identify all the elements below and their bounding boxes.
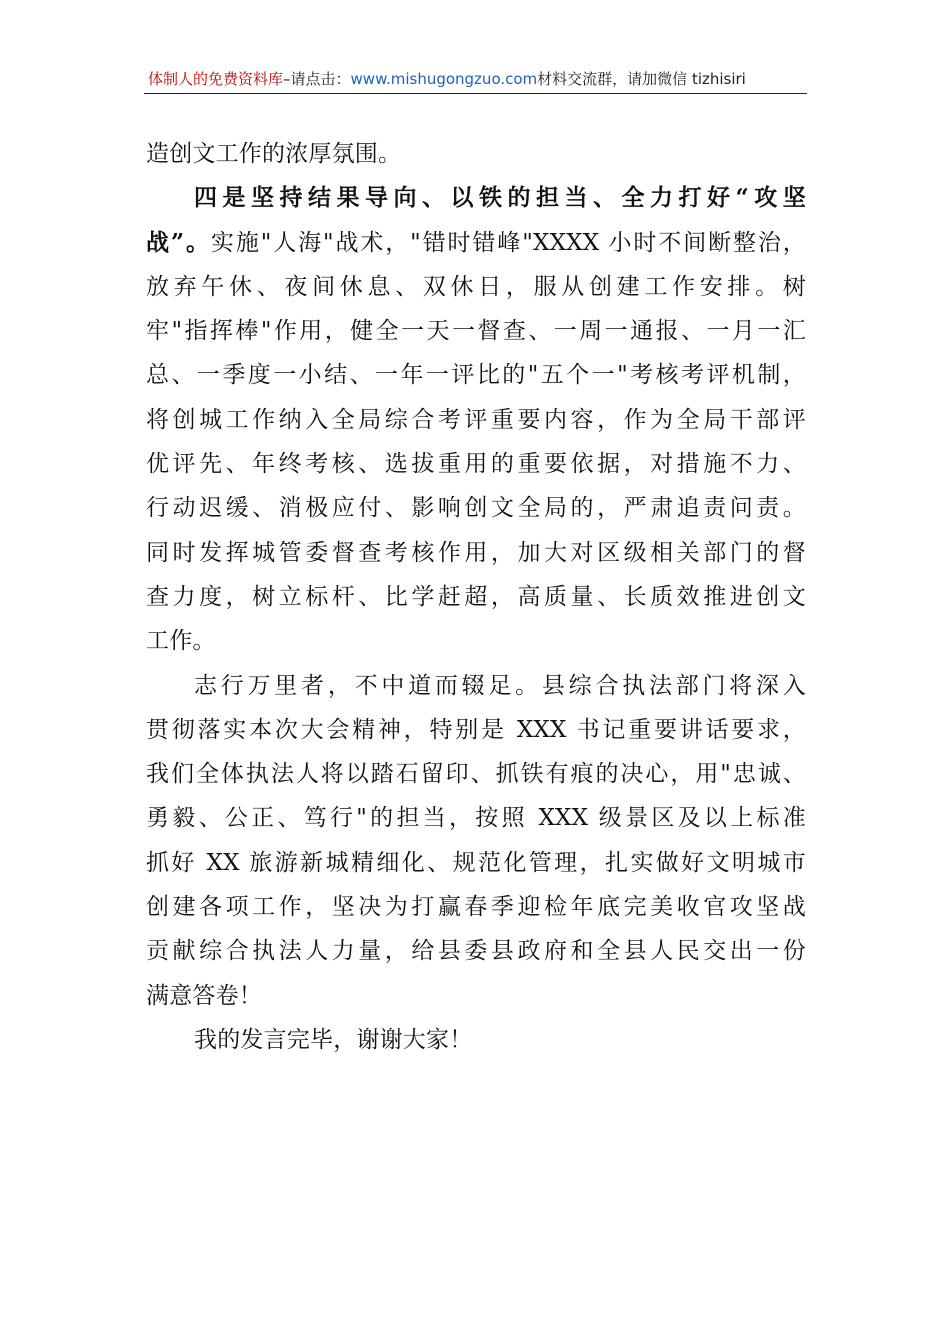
page-header <box>148 68 808 90</box>
paragraph-2-line-9: 同时发挥城管委督查考核作用，加大对区级相关部门的督 <box>146 539 806 566</box>
paragraph-2-heading-line: 四是坚持结果导向、以铁的担当、全力打好“攻坚 <box>194 184 806 212</box>
paragraph-1-line-1: 造创文工作的浓厚氛围。 <box>146 141 402 167</box>
paragraph-2-line-2-rest: 实施"人海"战术，"错时错峰"XXXX 小时不间断整治， <box>210 229 806 256</box>
paragraph-2-line-10: 查力度，树立标杆、比学赶超，高质量、长质效推进创文 <box>146 583 806 610</box>
paragraph-3-line-2: 贯彻落实本次大会精神，特别是 XXX 书记重要讲话要求， <box>146 716 806 743</box>
paragraph-3-line-4: 勇毅、公正、笃行"的担当，按照 XXX 级景区及以上标准 <box>146 805 806 832</box>
header-url-link[interactable]: www.mishugongzuo.com <box>350 70 538 88</box>
paragraph-2-line-5: 总、一季度一小结、一年一评比的"五个一"考核考评机制， <box>146 362 806 389</box>
header-brand: 体制人的免费资料库 <box>148 70 284 88</box>
paragraph-2-line-2 <box>146 221 806 265</box>
paragraph-3-line-8: 满意答卷！ <box>146 982 262 1009</box>
paragraph-3-line-1: 志行万里者，不中道而辍足。县综合执法部门将深入 <box>194 672 806 699</box>
paragraph-3-line-7: 贡献综合执法人力量，给县委县政府和全县人民交出一份 <box>146 938 806 965</box>
header-prompt: –请点击： <box>283 70 351 88</box>
paragraph-3-line-3: 我们全体执法人将以踏石留印、抓铁有痕的决心，用"忠诚、 <box>146 761 806 788</box>
paragraph-2-line-7: 优评先、年终考核、选拔重用的重要依据，对措施不力、 <box>146 451 806 478</box>
paragraph-2-line-11: 工作。 <box>146 628 216 655</box>
paragraph-2-line-8: 行动迟缓、消极应付、影响创文全局的，严肃追责问责。 <box>146 495 806 522</box>
paragraph-3-line-5: 抓好 XX 旅游新城精细化、规范化管理，扎实做好文明城市 <box>146 849 806 876</box>
paragraph-3-line-6: 创建各项工作，坚决为打赢春季迎检年底完美收官攻坚战 <box>146 894 806 921</box>
header-tail: 材料交流群，请加微信 tizhisiri <box>537 70 746 88</box>
header-divider <box>144 93 807 94</box>
paragraph-2-line-4: 牢"指挥棒"作用，健全一天一督查、一周一通报、一月一汇 <box>146 318 806 345</box>
paragraph-2-heading-end: 战”。 <box>146 228 211 256</box>
paragraph-2-line-3: 放弃午休、夜间休息、双休日，服从创建工作安排。树 <box>146 273 806 300</box>
paragraph-4-line-1: 我的发言完毕，谢谢大家！ <box>194 1026 473 1053</box>
paragraph-2-line-6: 将创城工作纳入全局综合考评重要内容，作为全局干部评 <box>146 406 806 433</box>
document-body <box>146 132 806 1062</box>
